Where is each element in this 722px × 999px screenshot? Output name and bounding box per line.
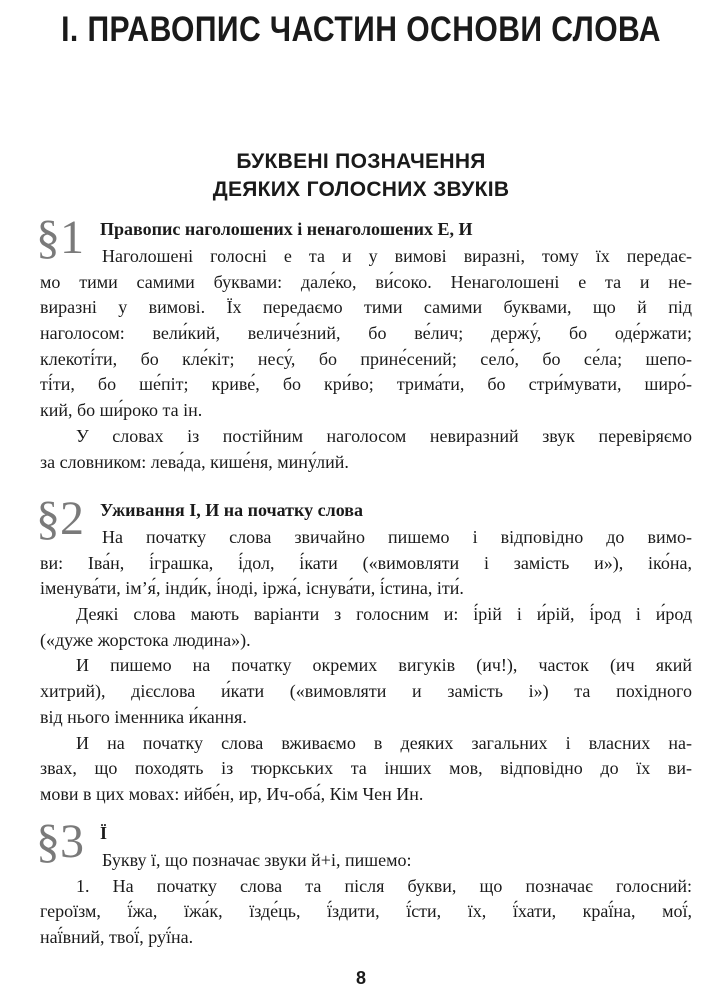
- text-line: Букву ї, що позначає звуки й+і, пишемо:: [102, 850, 412, 870]
- text-line: ви: Іва́н, і́грашка, і́дол, і́кати («вимовляти і замість и»), іко́на,: [40, 552, 692, 573]
- paragraph-number: §2: [36, 492, 84, 545]
- paragraph-title: Правопис наголошених і ненаголошених Е, И: [100, 219, 473, 239]
- section-heading-line-2: ДЕЯКИХ ГОЛОСНИХ ЗВУКІВ: [212, 178, 510, 201]
- section-heading: [0, 148, 722, 204]
- section-heading-line-1: БУКВЕНІ ПОЗНАЧЕННЯ: [236, 150, 486, 173]
- paragraph-title: Уживання І, И на початку слова: [100, 500, 363, 520]
- text-line: наголосом: вели́кий, величе́зний, бо ве́лич; держу́, бо оде́ржати;: [40, 323, 692, 344]
- paragraph-number: §1: [36, 211, 84, 264]
- text-line: за словником: лева́да, кише́ня, мину́лий.: [40, 451, 349, 472]
- text-line: героїзм, ї́жа, їжа́к, їзде́ць, ї́здити, ї́сти, їх, ї́хати, краї́на, мої́,: [40, 901, 692, 922]
- text-line: ті́ти, бо ше́піт; криве́, бо кри́во; трима́ти, бо стри́мувати, широ́-: [40, 374, 692, 395]
- text-line: звах, що походять із тюркських та інших мов, відповідно до їх ви-: [40, 758, 692, 779]
- paragraph-title: Ї: [100, 823, 108, 843]
- text-line: мови в цих мовах: ийбе́н, ир, Ич-оба́, Кім Чен Ин.: [40, 783, 424, 804]
- text-line: 1. На початку слова та після букви, що позначає голосний:: [76, 875, 692, 896]
- text-line: На початку слова звичайно пишемо і відповідно до вимо-: [102, 527, 692, 547]
- paragraph-body: [40, 525, 692, 808]
- text-line: іменува́ти, ім’я́, інди́к, і́ноді, іржа́, існува́ти, і́стина, іти́.: [40, 578, 464, 599]
- text-line: хитрий), дієслова и́кати («вимовляти и замість і») та похідного: [40, 681, 692, 702]
- text-line: кий, бо ши́роко та ін.: [40, 400, 203, 421]
- text-line: У словах із постійним наголосом невиразний звук перевіряємо: [76, 425, 692, 446]
- chapter-title: І. ПРАВОПИС ЧАСТИН ОСНОВИ СЛОВА: [61, 10, 661, 49]
- text-line: Деякі слова мають варіанти з голосним и: і́рій і и́рій, і́род і и́род: [76, 604, 692, 625]
- page-number: 8: [355, 968, 366, 988]
- paragraph-body: [40, 848, 692, 951]
- text-line: виразні у вимові. Їх передаємо тими самими буквами, що й під: [40, 297, 692, 318]
- text-line: И на початку слова вживаємо в деяких загальних і власних на-: [76, 732, 692, 753]
- text-line: клекоті́ти, бо кле́кіт; несу́, бо прине́сений; село́, бо се́ла; шепо-: [40, 348, 692, 369]
- text-line: від нього іменника и́кання.: [40, 706, 247, 727]
- text-line: («дуже жорстока людина»).: [40, 629, 251, 650]
- text-line: Наголошені голосні е та и у вимові виразні, тому їх передає-: [102, 246, 692, 266]
- paragraph-number: §3: [36, 815, 84, 868]
- text-line: И пишемо на початку окремих вигуків (ич!), часток (ич який: [76, 655, 692, 676]
- text-line: наї́вний, твої́, руї́на.: [40, 927, 194, 948]
- paragraph-body: [40, 244, 692, 475]
- text-line: мо тими самими буквами: дале́ко, ви́соко. Ненаголошені е та и не-: [40, 271, 692, 292]
